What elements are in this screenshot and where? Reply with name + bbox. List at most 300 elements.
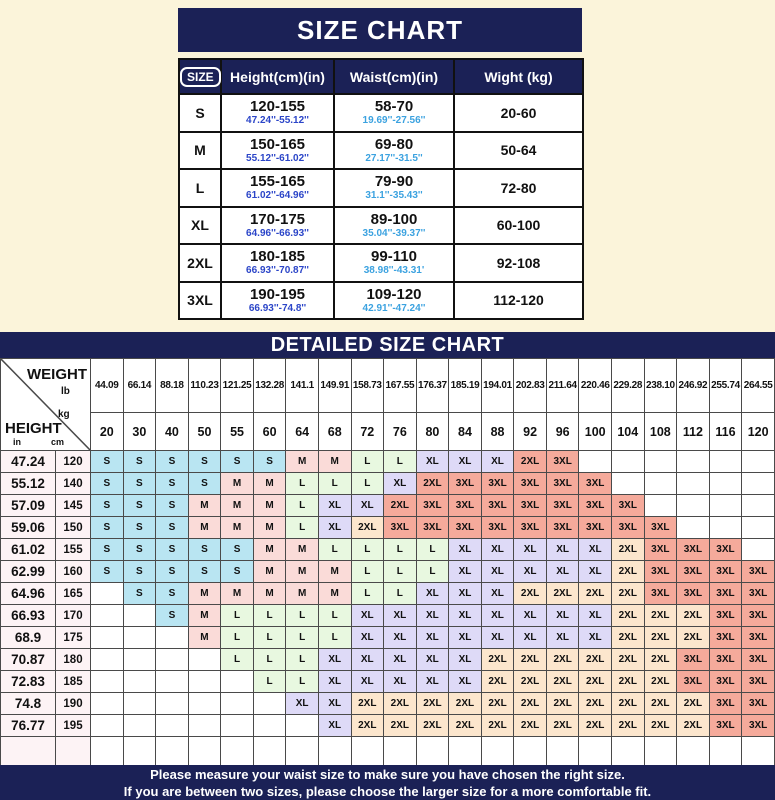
weight-kg-value: 55 <box>221 413 254 451</box>
size-cell: XL <box>351 605 384 627</box>
size-cell: 2XL <box>612 605 645 627</box>
size-cell: XL <box>579 605 612 627</box>
size-cell <box>91 715 124 737</box>
weight-kg-value: 30 <box>123 413 156 451</box>
size-cell: S <box>188 473 221 495</box>
size-cell: XL <box>481 539 514 561</box>
size-cell <box>677 473 710 495</box>
size-cell: 3XL <box>709 605 742 627</box>
size-cell: 2XL <box>384 495 417 517</box>
detailed-table-row <box>1 715 775 737</box>
waist-cm-range: 79-90 <box>374 173 414 191</box>
detailed-table-row <box>1 561 775 583</box>
size-cell: S <box>156 517 189 539</box>
size-cell: M <box>221 495 254 517</box>
size-cell: L <box>253 671 286 693</box>
size-cell: XL <box>514 627 547 649</box>
size-cell: 3XL <box>677 649 710 671</box>
weight-kg-value: 40 <box>156 413 189 451</box>
height-in-value: 70.87 <box>1 649 56 671</box>
weight-lb-value: 194.01 <box>481 359 514 413</box>
height-cm-value <box>56 737 91 766</box>
size-cell: 2XL <box>612 561 645 583</box>
size-cell: M <box>221 583 254 605</box>
waist-in-range: 27.17''-31.5'' <box>365 152 423 164</box>
size-cell: 3XL <box>709 715 742 737</box>
size-cell: 3XL <box>709 693 742 715</box>
size-cell: 3XL <box>481 517 514 539</box>
size-cell: 3XL <box>514 473 547 495</box>
size-cell: M <box>318 583 351 605</box>
size-cell: M <box>253 561 286 583</box>
weight-kg-range: 92-108 <box>454 244 583 282</box>
size-cell: XL <box>546 605 579 627</box>
size-cell: S <box>123 561 156 583</box>
size-cell: 3XL <box>709 583 742 605</box>
waist-range-cell <box>334 282 454 320</box>
size-cell <box>156 671 189 693</box>
size-chart-title: SIZE CHART <box>297 14 463 45</box>
size-cell: M <box>188 583 221 605</box>
size-cell: L <box>416 539 449 561</box>
size-cell <box>742 473 775 495</box>
weight-lb-value: 110.23 <box>188 359 221 413</box>
waist-range-cell <box>334 169 454 207</box>
size-cell: 3XL <box>677 561 710 583</box>
size-cell: M <box>253 583 286 605</box>
size-chart-table <box>178 58 584 320</box>
height-cm-value: 170 <box>56 605 91 627</box>
size-cell <box>742 737 775 766</box>
size-cell: S <box>156 473 189 495</box>
size-cell: XL <box>416 583 449 605</box>
detailed-table-row <box>1 583 775 605</box>
size-cell: 3XL <box>546 473 579 495</box>
size-cell: 3XL <box>579 473 612 495</box>
size-row-label: 2XL <box>179 244 221 282</box>
size-cell <box>221 715 254 737</box>
size-cell: L <box>351 473 384 495</box>
size-cell: S <box>221 561 254 583</box>
height-cm-value: 195 <box>56 715 91 737</box>
waist-in-range: 38.98''-43.31' <box>363 265 425 277</box>
size-cell <box>253 693 286 715</box>
size-cell: 2XL <box>579 649 612 671</box>
size-cell: S <box>123 517 156 539</box>
size-cell: S <box>91 495 124 517</box>
size-cell: L <box>351 451 384 473</box>
size-cell: S <box>188 539 221 561</box>
height-in-range: 61.02''-64.96'' <box>246 190 309 202</box>
size-cell: XL <box>579 539 612 561</box>
size-cell: 2XL <box>481 671 514 693</box>
height-in-range: 64.96''-66.93'' <box>246 227 309 239</box>
weight-kg-value: 80 <box>416 413 449 451</box>
size-cell: 2XL <box>644 605 677 627</box>
height-in-value: 72.83 <box>1 671 56 693</box>
size-cell: XL <box>579 627 612 649</box>
size-cell <box>644 737 677 766</box>
size-cell: M <box>253 539 286 561</box>
detailed-table-row <box>1 649 775 671</box>
size-cell <box>644 473 677 495</box>
size-cell: XL <box>318 693 351 715</box>
weight-kg-value: 120 <box>742 413 775 451</box>
size-cell: XL <box>481 583 514 605</box>
size-cell: 2XL <box>644 715 677 737</box>
size-cell: XL <box>416 627 449 649</box>
height-in-value: 57.09 <box>1 495 56 517</box>
size-cell: XL <box>449 583 482 605</box>
detailed-table-row <box>1 737 775 766</box>
size-cell: XL <box>514 539 547 561</box>
detailed-table-row <box>1 627 775 649</box>
size-cell <box>677 517 710 539</box>
size-cell: 3XL <box>416 517 449 539</box>
weight-kg-value: 92 <box>514 413 547 451</box>
height-range-cell <box>221 132 334 170</box>
size-cell: 3XL <box>579 495 612 517</box>
size-cell: 3XL <box>742 627 775 649</box>
weight-kg-range: 112-120 <box>454 282 583 320</box>
size-cell: S <box>156 451 189 473</box>
size-cell: L <box>351 583 384 605</box>
size-cell <box>709 473 742 495</box>
size-cell: L <box>384 451 417 473</box>
size-chart-row <box>179 94 583 132</box>
size-cell: 3XL <box>579 517 612 539</box>
size-cell: XL <box>416 671 449 693</box>
size-cell: L <box>286 517 319 539</box>
size-cell: M <box>286 561 319 583</box>
size-row-label: L <box>179 169 221 207</box>
size-cell: 2XL <box>514 451 547 473</box>
size-cell: L <box>416 561 449 583</box>
size-pill: SIZE <box>180 67 221 87</box>
cm-unit-label: cm <box>51 437 65 447</box>
size-cell: L <box>384 539 417 561</box>
size-chart-row <box>179 244 583 282</box>
size-cell: M <box>253 473 286 495</box>
detailed-size-table <box>0 358 775 766</box>
size-cell <box>351 737 384 766</box>
size-cell: XL <box>318 495 351 517</box>
weight-lb-value: 167.55 <box>384 359 417 413</box>
size-cell: 2XL <box>612 649 645 671</box>
size-cell: S <box>156 561 189 583</box>
weight-lb-value: 246.92 <box>677 359 710 413</box>
height-range-cell <box>221 94 334 132</box>
weight-lb-value: 121.25 <box>221 359 254 413</box>
weight-kg-value: 104 <box>612 413 645 451</box>
size-cell: 3XL <box>546 517 579 539</box>
detailed-size-chart-section <box>0 332 775 800</box>
size-cell: 2XL <box>677 605 710 627</box>
height-in-value: 64.96 <box>1 583 56 605</box>
size-cell: M <box>188 605 221 627</box>
size-cell: 2XL <box>481 649 514 671</box>
size-cell: L <box>286 649 319 671</box>
size-cell: 2XL <box>351 693 384 715</box>
size-cell: 3XL <box>481 473 514 495</box>
weight-lb-value: 264.55 <box>742 359 775 413</box>
size-cell <box>579 737 612 766</box>
weight-lb-value: 44.09 <box>91 359 124 413</box>
height-in-value: 61.02 <box>1 539 56 561</box>
size-cell: M <box>221 473 254 495</box>
size-cell: XL <box>351 671 384 693</box>
size-cell: XL <box>351 627 384 649</box>
size-cell: L <box>351 561 384 583</box>
size-row-label: 3XL <box>179 282 221 320</box>
size-cell: 2XL <box>481 715 514 737</box>
size-cell <box>449 737 482 766</box>
height-in-range: 66.93''-70.87'' <box>246 265 309 277</box>
size-cell <box>123 671 156 693</box>
size-cell: 2XL <box>612 627 645 649</box>
size-cell: L <box>286 495 319 517</box>
size-cell: L <box>318 539 351 561</box>
size-cell: XL <box>318 715 351 737</box>
waist-range-cell <box>334 132 454 170</box>
size-cell: XL <box>546 627 579 649</box>
weight-lb-value: 176.37 <box>416 359 449 413</box>
size-cell: 3XL <box>449 517 482 539</box>
size-cell: 2XL <box>612 583 645 605</box>
size-row-label: XL <box>179 207 221 245</box>
size-cell: 2XL <box>351 715 384 737</box>
size-cell: 3XL <box>644 517 677 539</box>
size-cell: M <box>286 539 319 561</box>
size-cell: M <box>318 561 351 583</box>
height-in-value: 74.8 <box>1 693 56 715</box>
waist-range-cell <box>334 207 454 245</box>
size-cell: L <box>286 473 319 495</box>
size-chart-row <box>179 207 583 245</box>
weight-kg-value: 112 <box>677 413 710 451</box>
size-cell: 3XL <box>612 495 645 517</box>
size-cell: 3XL <box>546 451 579 473</box>
detailed-table-row <box>1 605 775 627</box>
height-in-value: 66.93 <box>1 605 56 627</box>
size-chart-row <box>179 282 583 320</box>
size-cell: M <box>188 627 221 649</box>
size-cell: XL <box>384 605 417 627</box>
size-cell <box>481 737 514 766</box>
size-row-label: M <box>179 132 221 170</box>
size-cell: M <box>318 451 351 473</box>
weights-kg-row <box>1 413 775 451</box>
column-header-weight: Wight (kg) <box>454 59 583 94</box>
size-cell <box>91 693 124 715</box>
size-cell: L <box>384 561 417 583</box>
waist-cm-range: 99-110 <box>371 248 417 266</box>
size-cell <box>221 671 254 693</box>
size-cell: XL <box>449 671 482 693</box>
column-header-waist: Waist(cm)(in) <box>334 59 454 94</box>
weight-lb-value: 229.28 <box>612 359 645 413</box>
size-chart-row <box>179 132 583 170</box>
height-in-value: 59.06 <box>1 517 56 539</box>
size-cell: 2XL <box>351 517 384 539</box>
size-cell: XL <box>416 649 449 671</box>
size-cell: XL <box>384 473 417 495</box>
size-cell: S <box>91 517 124 539</box>
waist-in-range: 42.91''-47.24'' <box>362 302 426 314</box>
weight-lb-value: 141.1 <box>286 359 319 413</box>
height-cm-range: 190-195 <box>249 285 306 303</box>
size-cell: S <box>123 495 156 517</box>
size-cell <box>156 693 189 715</box>
waist-in-range: 19.69''-27.56'' <box>362 115 426 127</box>
size-cell: XL <box>546 561 579 583</box>
waist-range-cell <box>334 94 454 132</box>
size-cell <box>546 737 579 766</box>
size-cell: 2XL <box>579 693 612 715</box>
height-in-value: 62.99 <box>1 561 56 583</box>
size-cell: S <box>91 473 124 495</box>
weight-kg-range: 60-100 <box>454 207 583 245</box>
height-cm-range: 155-165 <box>249 173 306 191</box>
size-cell: 3XL <box>742 715 775 737</box>
column-header-size <box>179 59 221 94</box>
weight-lb-value: 238.10 <box>644 359 677 413</box>
weight-kg-value: 96 <box>546 413 579 451</box>
size-cell: XL <box>384 671 417 693</box>
size-cell: 2XL <box>449 693 482 715</box>
height-cm-value: 145 <box>56 495 91 517</box>
size-cell: L <box>253 649 286 671</box>
weight-lb-value: 88.18 <box>156 359 189 413</box>
size-cell: S <box>188 451 221 473</box>
size-cell: L <box>318 473 351 495</box>
size-cell <box>91 627 124 649</box>
size-cell: 2XL <box>546 583 579 605</box>
weight-lb-value: 185.19 <box>449 359 482 413</box>
size-cell: 2XL <box>579 583 612 605</box>
size-cell: 3XL <box>546 495 579 517</box>
kg-unit-label: kg <box>58 409 70 420</box>
size-cell: 2XL <box>677 627 710 649</box>
size-cell: S <box>91 539 124 561</box>
size-cell: XL <box>449 539 482 561</box>
weight-kg-value: 60 <box>253 413 286 451</box>
weight-lb-value: 220.46 <box>579 359 612 413</box>
size-cell: 2XL <box>514 693 547 715</box>
size-cell <box>612 737 645 766</box>
size-cell: XL <box>449 605 482 627</box>
column-header-height: Height(cm)(in) <box>221 59 334 94</box>
height-cm-range: 150-165 <box>249 135 306 153</box>
size-cell: XL <box>449 627 482 649</box>
weight-kg-value: 72 <box>351 413 384 451</box>
size-cell: XL <box>481 627 514 649</box>
height-axis-label: HEIGHT <box>5 420 62 437</box>
size-cell: 2XL <box>677 715 710 737</box>
size-cell <box>709 495 742 517</box>
size-cell: S <box>156 539 189 561</box>
detailed-title: DETAILED SIZE CHART <box>270 333 505 356</box>
size-cell: L <box>384 583 417 605</box>
size-cell: XL <box>384 627 417 649</box>
size-cell: M <box>286 451 319 473</box>
size-cell: 3XL <box>742 605 775 627</box>
height-range-cell <box>221 207 334 245</box>
size-cell: 3XL <box>709 627 742 649</box>
corner-header-cell <box>1 359 91 451</box>
size-chart-card <box>178 8 582 320</box>
height-cm-value: 165 <box>56 583 91 605</box>
size-cell: S <box>123 583 156 605</box>
size-cell: XL <box>449 451 482 473</box>
size-cell <box>677 495 710 517</box>
size-cell <box>416 737 449 766</box>
size-cell: S <box>123 539 156 561</box>
height-in-value: 76.77 <box>1 715 56 737</box>
footer-note-bar <box>0 765 775 800</box>
detailed-table-row <box>1 539 775 561</box>
height-in-range: 55.12''-61.02'' <box>246 152 309 164</box>
detailed-table-row <box>1 473 775 495</box>
size-chart-section <box>0 0 775 332</box>
size-cell: 2XL <box>612 539 645 561</box>
size-cell <box>644 495 677 517</box>
size-cell <box>677 451 710 473</box>
weight-axis-label: WEIGHT <box>27 366 87 383</box>
size-cell: S <box>91 561 124 583</box>
size-cell <box>123 605 156 627</box>
size-cell: XL <box>449 561 482 583</box>
size-cell: XL <box>481 561 514 583</box>
size-cell <box>286 737 319 766</box>
size-cell: 2XL <box>449 715 482 737</box>
size-chart-row <box>179 169 583 207</box>
height-in-value: 68.9 <box>1 627 56 649</box>
size-cell <box>253 715 286 737</box>
size-cell <box>188 715 221 737</box>
size-cell: 2XL <box>514 671 547 693</box>
size-cell: L <box>286 605 319 627</box>
size-cell <box>123 627 156 649</box>
size-cell: 3XL <box>644 583 677 605</box>
height-cm-range: 120-155 <box>249 98 306 116</box>
size-cell: 2XL <box>579 715 612 737</box>
size-cell: S <box>221 451 254 473</box>
weight-kg-range: 72-80 <box>454 169 583 207</box>
size-cell <box>612 451 645 473</box>
size-cell <box>253 737 286 766</box>
waist-in-range: 31.1''-35.43'' <box>365 190 423 202</box>
size-cell: S <box>221 539 254 561</box>
size-cell: 3XL <box>742 561 775 583</box>
size-cell: XL <box>546 539 579 561</box>
size-cell <box>709 451 742 473</box>
size-cell: 2XL <box>384 693 417 715</box>
size-cell <box>91 605 124 627</box>
size-cell: XL <box>384 649 417 671</box>
height-cm-range: 180-185 <box>249 248 306 266</box>
size-cell <box>677 737 710 766</box>
size-cell <box>91 649 124 671</box>
size-cell <box>123 737 156 766</box>
weights-lb-row <box>1 359 775 413</box>
size-cell: 2XL <box>384 715 417 737</box>
size-cell: XL <box>481 451 514 473</box>
size-cell: 3XL <box>742 583 775 605</box>
waist-cm-range: 89-100 <box>370 210 418 228</box>
size-cell: L <box>253 605 286 627</box>
size-cell <box>188 671 221 693</box>
